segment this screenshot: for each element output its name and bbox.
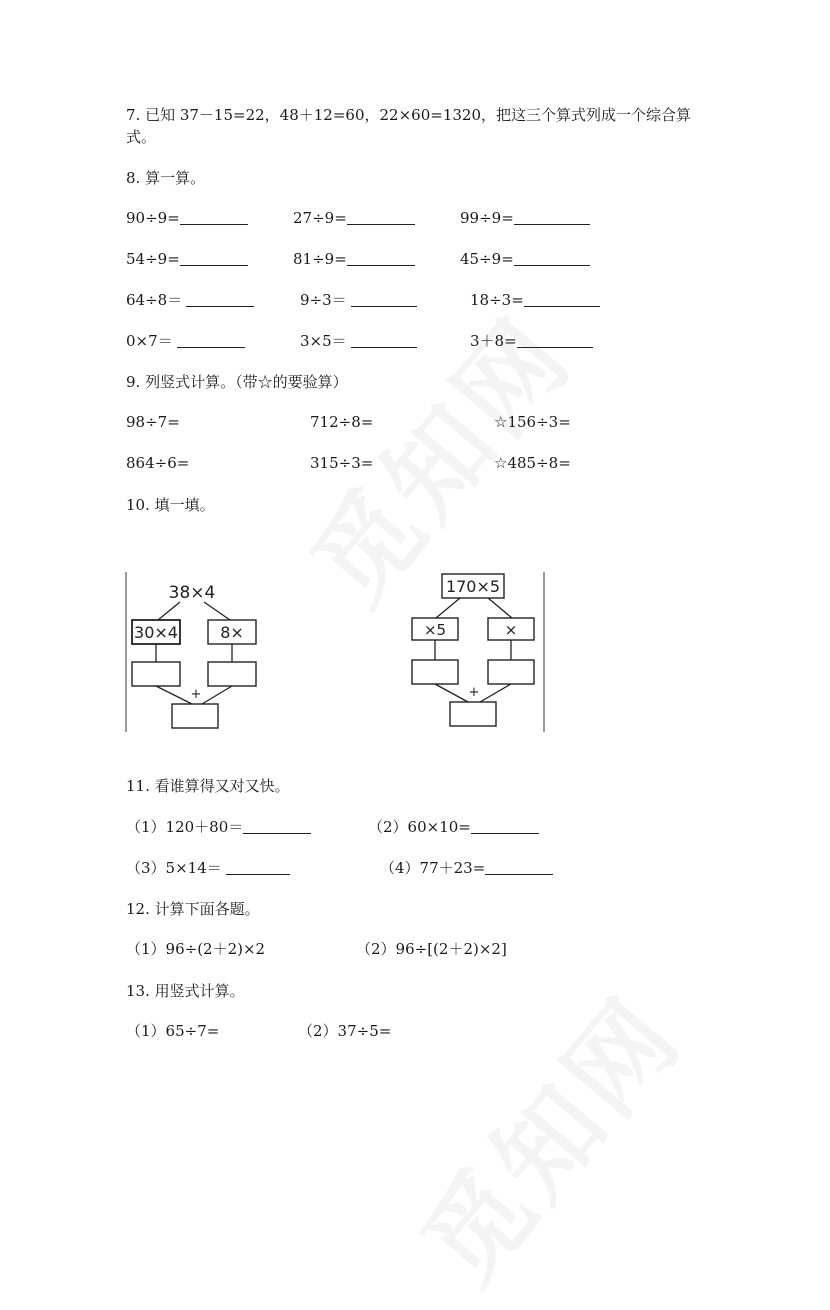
answer-blank[interactable]	[524, 292, 600, 307]
q8-expr-r2c1	[126, 250, 248, 268]
answer-blank[interactable]	[471, 819, 539, 834]
q8-title: 8. 算一算。	[126, 169, 206, 187]
watermark-bottom	[381, 960, 708, 1309]
q12-item-1: （1）96÷(2＋2)×2	[126, 940, 266, 958]
left-box-b-label: 8×	[220, 623, 244, 642]
expr: （2）60×10=	[368, 818, 471, 836]
answer-blank[interactable]	[177, 333, 245, 348]
left-plus: +	[190, 687, 202, 702]
q8-expr-r4c3	[470, 332, 593, 350]
q9-expr-r2c1: 864÷6=	[126, 454, 190, 472]
q8-expr-r2c3	[460, 250, 590, 268]
q11-title: 11. 看谁算得又对又快。	[126, 777, 290, 795]
q9-expr-r1c3: ☆156÷3=	[494, 413, 571, 431]
answer-blank[interactable]	[186, 292, 254, 307]
left-answer-box-a[interactable]	[132, 662, 180, 686]
q8-expr-r4c2	[300, 332, 417, 350]
right-answer-box-a[interactable]	[412, 660, 458, 684]
expr: （1）120＋80＝	[126, 818, 244, 836]
q9-expr-r1c2: 712÷8=	[310, 413, 374, 431]
answer-blank[interactable]	[347, 251, 415, 266]
q8-expr-r2c2	[293, 250, 415, 268]
expr: 9÷3＝	[300, 291, 347, 309]
q10-diagram-right	[406, 570, 546, 734]
expr: 45÷9=	[460, 250, 514, 268]
q13-item-2: （2）37÷5=	[298, 1022, 392, 1040]
answer-blank[interactable]	[180, 210, 248, 225]
expr: 90÷9=	[126, 209, 180, 227]
q13-title: 13. 用竖式计算。	[126, 982, 245, 1000]
q12-item-2: （2）96÷[(2＋2)×2]	[356, 940, 507, 958]
q8-expr-r3c3	[470, 291, 600, 309]
expr: （3）5×14＝	[126, 859, 222, 877]
answer-blank[interactable]	[351, 333, 417, 348]
expr: 3×5＝	[300, 332, 347, 350]
q10-diagram-left	[122, 570, 272, 734]
q7-text-line2: 式。	[126, 128, 157, 146]
right-top-expr: 170×5	[445, 577, 501, 596]
answer-blank[interactable]	[485, 860, 553, 875]
q10-title: 10. 填一填。	[126, 496, 215, 514]
expr: 27÷9=	[293, 209, 347, 227]
q8-expr-r1c1	[126, 209, 248, 227]
q8-expr-r3c2	[300, 291, 417, 309]
expr: （4）77＋23=	[380, 859, 486, 877]
left-sum-box[interactable]	[172, 704, 218, 728]
expr: 99÷9=	[460, 209, 514, 227]
q11-item-1	[126, 818, 311, 836]
answer-blank[interactable]	[514, 251, 590, 266]
expr: 18÷3=	[470, 291, 524, 309]
left-box-a-label: 30×4	[134, 623, 178, 642]
q12-title: 12. 计算下面各题。	[126, 900, 260, 918]
answer-blank[interactable]	[226, 860, 290, 875]
right-plus: +	[468, 685, 480, 700]
q9-expr-r2c3: ☆485÷8=	[494, 454, 571, 472]
answer-blank[interactable]	[514, 210, 590, 225]
answer-blank[interactable]	[180, 251, 248, 266]
expr: 54÷9=	[126, 250, 180, 268]
q9-title: 9. 列竖式计算。（带☆的要验算）	[126, 373, 348, 391]
q8-expr-r4c1	[126, 332, 245, 350]
expr: 3＋8=	[470, 332, 517, 350]
q9-expr-r1c1: 98÷7=	[126, 413, 180, 431]
expr: 81÷9=	[293, 250, 347, 268]
answer-blank[interactable]	[351, 292, 417, 307]
right-sum-box[interactable]	[450, 702, 496, 726]
right-box-b-label: ×	[504, 621, 518, 639]
q8-expr-r3c1	[126, 291, 254, 309]
q8-expr-r1c2	[293, 209, 415, 227]
q8-expr-r1c3	[460, 209, 590, 227]
right-box-a-label: ×5	[423, 621, 447, 639]
q11-item-2	[368, 818, 539, 836]
left-answer-box-b[interactable]	[208, 662, 256, 686]
q13-item-1: （1）65÷7=	[126, 1022, 220, 1040]
q11-item-3	[126, 859, 290, 877]
expr: 0×7＝	[126, 332, 173, 350]
answer-blank[interactable]	[347, 210, 415, 225]
q7-text-line1: 7. 已知 37－15=22，48＋12=60，22×60=1320，把这三个算式列成一个综合算	[126, 106, 691, 124]
left-top-expr: 38×4	[168, 583, 216, 603]
q9-expr-r2c2: 315÷3=	[310, 454, 374, 472]
q11-item-4	[380, 859, 553, 877]
right-answer-box-b[interactable]	[488, 660, 534, 684]
answer-blank[interactable]	[517, 333, 593, 348]
expr: 64÷8＝	[126, 291, 183, 309]
answer-blank[interactable]	[243, 819, 311, 834]
